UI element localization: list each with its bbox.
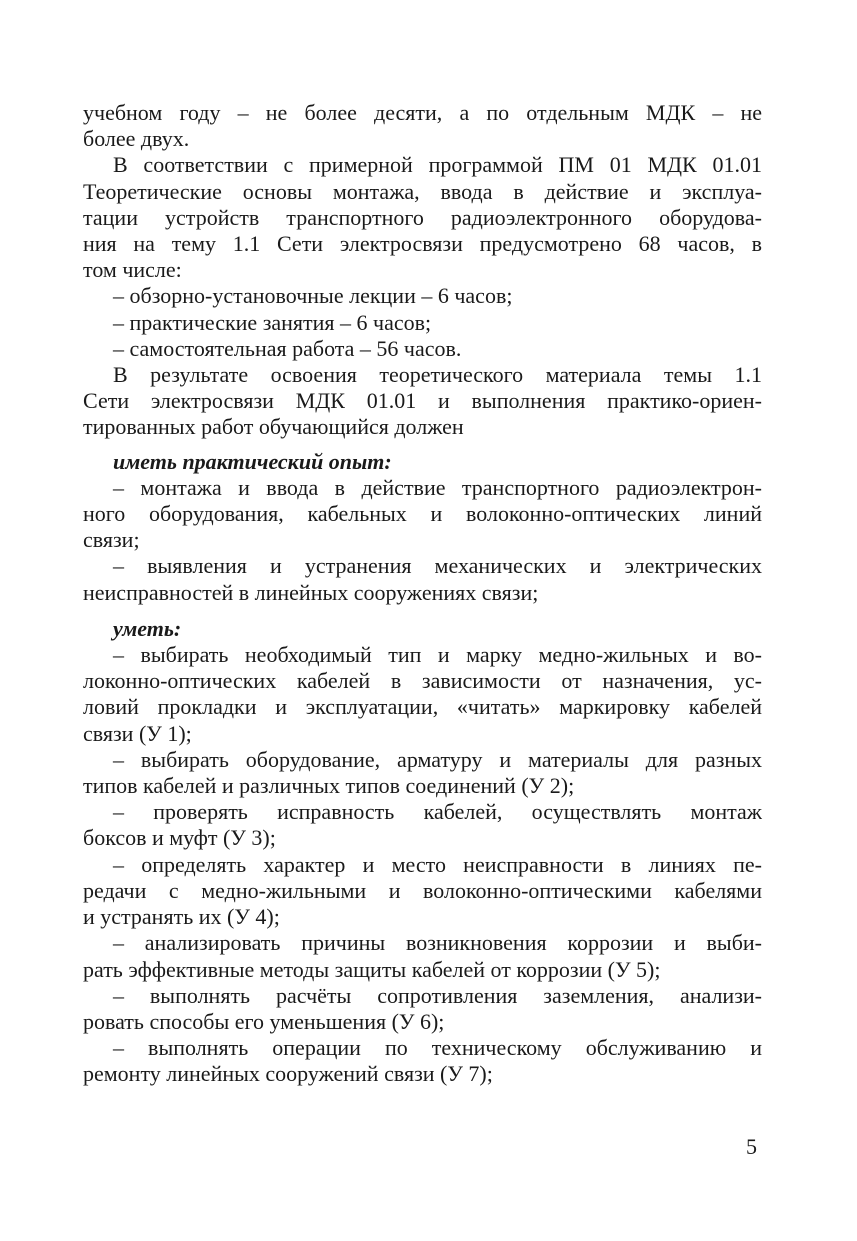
text-line: рать эффективные методы защиты кабелей от коррозии (У 5); — [83, 956, 661, 982]
text-line: более двух. — [83, 126, 190, 152]
paragraph — [83, 362, 762, 441]
text-line: связи; — [83, 527, 140, 553]
text-line: том числе: — [83, 257, 182, 283]
text-line: – практические занятия – 6 часов; — [113, 309, 432, 335]
text-line: – проверять исправность кабелей, осуществлять монтаж — [113, 799, 762, 825]
paragraph — [83, 310, 762, 336]
text-line: и устранять их (У 4); — [83, 904, 280, 930]
text-line: – выполнять расчёты сопротивления заземления, анализи- — [113, 982, 762, 1008]
text-line: иметь практический опыт: — [113, 448, 392, 474]
text-line: типов кабелей и различных типов соединений (У 2); — [83, 773, 575, 799]
section-heading — [83, 616, 762, 642]
text-line: связи (У 1); — [83, 720, 192, 746]
paragraph — [83, 152, 762, 283]
text-line: – анализировать причины возникновения коррозии и выби- — [113, 930, 762, 956]
paragraph — [83, 930, 762, 982]
paragraph — [83, 283, 762, 309]
text-line: боксов и муфт (У 3); — [83, 825, 276, 851]
text-line: ного оборудования, кабельных и волоконно-оптических линий — [83, 501, 762, 527]
text-line: тации устройств транспортного радиоэлектронного оборудова- — [83, 204, 762, 230]
paragraph — [83, 852, 762, 931]
text-line: – выбирать оборудование, арматуру и материалы для разных — [113, 746, 762, 772]
paragraph — [83, 799, 762, 851]
text-line: ловий прокладки и эксплуатации, «читать» маркировку кабелей — [83, 694, 762, 720]
paragraph — [83, 642, 762, 747]
text-line: ровать способы его уменьшения (У 6); — [83, 1008, 445, 1034]
text-line: ремонту линейных сооружений связи (У 7); — [83, 1061, 493, 1087]
text-line: Теоретические основы монтажа, ввода в действие и эксплуа- — [83, 178, 762, 204]
paragraph — [83, 475, 762, 554]
paragraph — [83, 100, 762, 152]
paragraph — [83, 1035, 762, 1087]
paragraph — [83, 747, 762, 799]
text-line: В результате освоения теоретического материала темы 1.1 — [113, 362, 762, 388]
text-line: – выполнять операции по техническому обслуживанию и — [113, 1035, 762, 1061]
text-line: редачи с медно-жильными и волоконно-оптическими кабелями — [83, 877, 762, 903]
text-line: Сети электросвязи МДК 01.01 и выполнения практико-ориен- — [83, 388, 762, 414]
text-line: – обзорно-установочные лекции – 6 часов; — [113, 283, 513, 309]
text-line: В соответствии с примерной программой ПМ 01 МДК 01.01 — [113, 152, 762, 178]
page-number: 5 — [746, 1134, 757, 1159]
text-line: – выявления и устранения механических и электрических — [113, 553, 762, 579]
text-line: локонно-оптических кабелей в зависимости от назначения, ус- — [83, 668, 762, 694]
paragraph — [83, 336, 762, 362]
text-line: – монтажа и ввода в действие транспортного радиоэлектрон- — [113, 474, 762, 500]
page-body — [83, 100, 762, 1088]
text-line: – определять характер и место неисправности в линиях пе- — [113, 851, 762, 877]
text-line: тированных работ обучающийся должен — [83, 414, 464, 440]
paragraph — [83, 983, 762, 1035]
text-line: ния на тему 1.1 Сети электросвязи предусмотрено 68 часов, в — [83, 231, 762, 257]
text-line: неисправностей в линейных сооружениях связи; — [83, 579, 539, 605]
paragraph — [83, 553, 762, 605]
text-line: учебном году – не более десяти, а по отдельным МДК – не — [83, 100, 762, 125]
section-heading — [83, 449, 762, 475]
text-line: – самостоятельная работа – 56 часов. — [113, 335, 462, 361]
text-line: уметь: — [113, 615, 182, 641]
text-line: – выбирать необходимый тип и марку медно-жильных и во- — [113, 642, 762, 668]
